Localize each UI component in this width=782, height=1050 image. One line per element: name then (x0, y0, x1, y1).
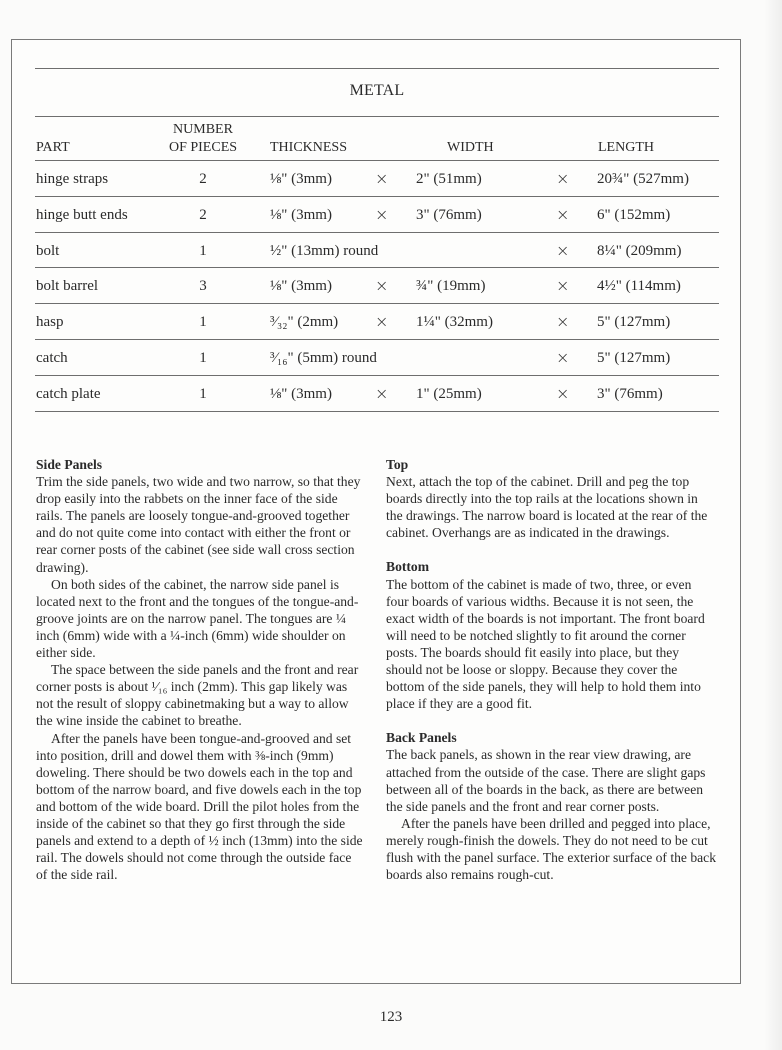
cell-part: hasp (36, 314, 64, 331)
cell-width: 1" (25mm) (416, 385, 482, 402)
row-rule (35, 196, 719, 197)
cell-thickness: ⅛" (3mm) (270, 206, 332, 223)
header-length: LENGTH (598, 140, 654, 155)
times-symbol: × (556, 169, 570, 188)
row-rule (35, 303, 719, 304)
cell-part: bolt (36, 242, 60, 259)
row-rule (35, 232, 719, 233)
cell-width: 2" (51mm) (416, 171, 482, 187)
cell-part: catch plate (36, 385, 101, 402)
cell-thickness: ³⁄₃₂" (2mm) (270, 314, 339, 331)
side-panels-para-4: After the panels have been tongue-and-grooved and set into position, drill and dowel them with ⅜-inch (9mm) doweling. There should be two dowels each in the top and bottom of the narrow board, and five dowels each in the top and bottom of the wide board. Drill the pilot holes from the inside of the cabinet so that they go first through the side panels and extend to a depth of ½ inch (13mm) into the side rail. The dowels should not come through the outside face of the side rail. (36, 730, 363, 883)
header-thickness: THICKNESS (270, 140, 348, 155)
times-symbol: × (375, 276, 389, 296)
table-title: METAL (349, 82, 405, 99)
cell-thickness: ⅛" (3mm) (270, 278, 332, 295)
header-number-line1: NUMBER (173, 122, 233, 137)
table-header-rule (35, 160, 719, 161)
cell-thickness: ½" (13mm) round (270, 242, 379, 259)
times-symbol: × (375, 312, 389, 332)
side-panels-para-3: The space between the side panels and the front and rear corner posts is about ¹⁄₁₆ inch (2mm). This gap likely was not the result of sloppy cabinetmaking but a way to allow the wine inside the cabinet to breathe. (36, 662, 359, 729)
row-rule (35, 375, 719, 376)
cell-pieces: 3 (199, 278, 207, 295)
cell-pieces: 1 (199, 350, 207, 366)
times-symbol: × (556, 312, 570, 332)
cell-part: catch (36, 350, 68, 366)
cell-pieces: 2 (199, 206, 207, 223)
table-title-rule (35, 116, 719, 117)
side-panels-para-2: On both sides of the cabinet, the narrow side panel is located next to the front and the tongues of the tongue-and-groove joints are on the narrow panel. The tongues are ¼ inch (6mm) wide with a ¼-inch (6mm) wide shoulder on either side. (36, 576, 359, 661)
top-para-1: Next, attach the top of the cabinet. Drill and peg the top boards directly into the top rails at the locations shown in the drawings. The narrow board is located at the rear of the cabinet. Overhangs are as indicated in the drawings. (386, 474, 708, 541)
page-edge-shadow (764, 0, 782, 1050)
times-symbol: × (556, 204, 570, 224)
cell-length: 8¼" (209mm) (597, 242, 682, 259)
cell-width: 3" (76mm) (416, 206, 482, 223)
back-panels-para-1: The back panels, as shown in the rear view drawing, are attached from the outside of the case. There are slight gaps between all of the boards in the back, as there are between the side panels and the front and rear corner posts. (386, 747, 706, 814)
cell-length: 5" (127mm) (597, 314, 671, 331)
cell-part: bolt barrel (36, 278, 99, 295)
page-number: 123 (379, 1009, 403, 1025)
times-symbol: × (375, 383, 389, 403)
times-symbol: × (556, 348, 570, 367)
cell-part: hinge straps (36, 171, 109, 187)
heading-top: Top (386, 457, 409, 472)
cell-pieces: 2 (199, 171, 207, 187)
cell-pieces: 1 (199, 242, 207, 259)
back-panels-para-2: After the panels have been drilled and pegged into place, merely rough-finish the dowels. They do not need to be cut flush with the panel surface. The exterior surface of the back boards also remains rough-cut. (386, 815, 717, 883)
cell-part: hinge butt ends (36, 206, 128, 223)
side-panels-para-1: Trim the side panels, two wide and two narrow, so that they drop easily into the rabbets on the inner face of the side rails. The panels are loosely tongue-and-grooved together and do not quite come into contact with either the front or rear corner posts of the cabinet (see side wall cross section drawing). (36, 474, 361, 575)
cell-length: 6" (152mm) (597, 206, 671, 223)
times-symbol: × (375, 169, 389, 188)
cell-length: 3" (76mm) (597, 385, 663, 402)
cell-length: 5" (127mm) (597, 350, 671, 366)
header-width: WIDTH (447, 140, 494, 155)
left-column (36, 456, 366, 883)
row-rule (35, 411, 719, 412)
row-rule (35, 339, 719, 340)
times-symbol: × (556, 240, 570, 260)
cell-thickness: ⅛" (3mm) (270, 171, 332, 187)
cell-length: 4½" (114mm) (597, 278, 681, 295)
times-symbol: × (375, 204, 389, 224)
cell-length: 20¾" (527mm) (597, 171, 689, 187)
cell-width: ¾" (19mm) (416, 278, 486, 295)
cell-width: 1¼" (32mm) (416, 314, 493, 331)
header-part: PART (36, 140, 70, 155)
cell-pieces: 1 (199, 385, 207, 402)
right-column (386, 456, 716, 883)
heading-bottom: Bottom (386, 559, 430, 575)
cell-thickness: ³⁄₁₆" (5mm) round (270, 350, 377, 366)
times-symbol: × (556, 383, 570, 403)
times-symbol: × (556, 276, 570, 296)
table-top-rule (35, 68, 719, 69)
heading-side-panels: Side Panels (36, 457, 103, 472)
heading-back-panels: Back Panels (386, 730, 457, 746)
header-number-line2: OF PIECES (168, 140, 238, 155)
row-rule (35, 267, 719, 268)
cell-pieces: 1 (199, 314, 207, 331)
bottom-para-1: The bottom of the cabinet is made of two, three, or even four boards of various widths. Because it is not seen, the exact width of the boards is not important. The front board will need to be notched slightly to fit around the corner posts. The boards should fit easily into place, but they should not be loose or sloppy. Because they cover the bottom of the side panels, they will help to hold them into place if they are a good fit. (386, 576, 705, 712)
cell-thickness: ⅛" (3mm) (270, 385, 332, 402)
